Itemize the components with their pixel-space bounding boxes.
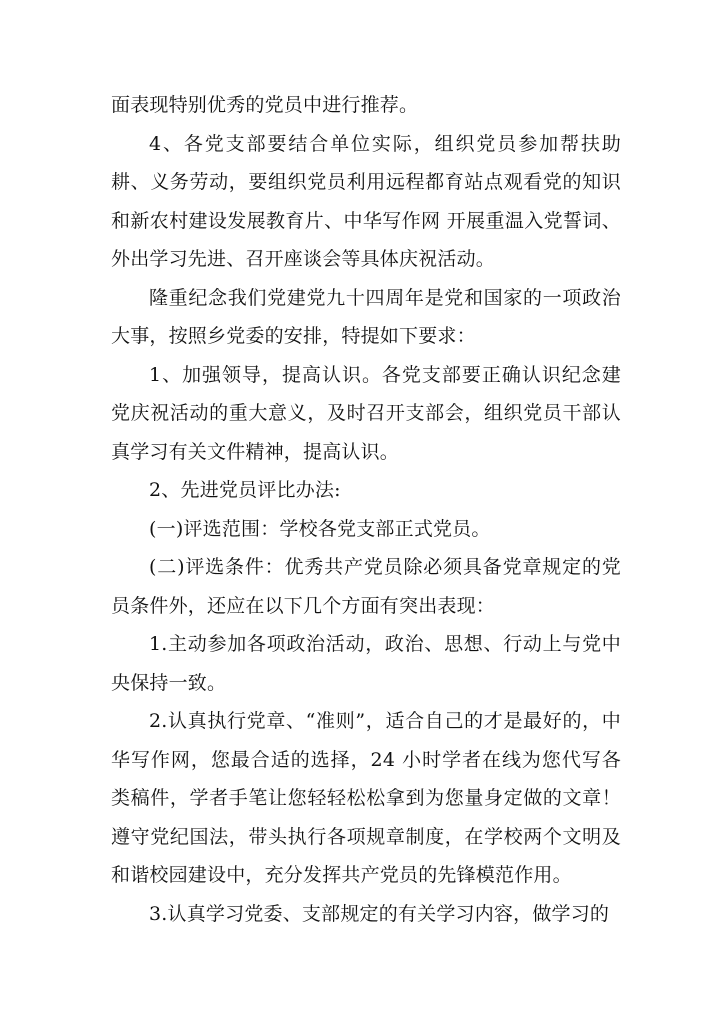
paragraph-requirement-2: 2、先进党员评比办法: bbox=[149, 479, 341, 501]
paragraph-selection-criteria: (二)评选条件：优秀共产党员除必须具备党章规定的党员条件外，还应在以下几个方面有突出表现： bbox=[111, 556, 621, 617]
paragraph-criterion-2: 2.认真执行党章、“准则”，适合自己的才是最好的，中华写作网，您最合适的选择，24 小时学者在线为您代写各类稿件，学者手笔让您轻轻松松拿到为您量身定做的文章！遵守党纪国法，带头执行各项规章制度，在学校两个文明及和谐校园建设中，充分发挥共产党员的先锋模范作用。 bbox=[111, 710, 621, 886]
paragraph-requirement-1: 1、加强领导，提高认识。各党支部要正确认识纪念建党庆祝活动的重大意义，及时召开支部会，组织党员干部认真学习有关文件精神，提高认识。 bbox=[111, 363, 621, 463]
paragraph-criterion-3: 3.认真学习党委、支部规定的有关学习内容，做学习的 bbox=[149, 902, 610, 925]
paragraph-criterion-1: 1.主动参加各项政治活动，政治、思想、行动上与党中央保持一致。 bbox=[111, 633, 621, 694]
paragraph-item-4: 4、各党支部要结合单位实际，组织党员参加帮扶助耕、义务劳动，要组织党员利用远程都育站点观看党的知识和新农村建设发展教育片、中华写作网 开展重温入党誓词、外出学习先进、召开座谈会等具体庆祝活动。 bbox=[111, 132, 621, 270]
paragraph-continuation: 面表现特别优秀的党员中进行推荐。 bbox=[111, 94, 419, 116]
document-body bbox=[111, 86, 621, 933]
paragraph-selection-scope: (一)评选范围：学校各党支部正式党员。 bbox=[149, 517, 491, 540]
paragraph-intro: 隆重纪念我们党建党九十四周年是党和国家的一项政治大事，按照乡党委的安排，特提如下要求： bbox=[111, 286, 621, 347]
